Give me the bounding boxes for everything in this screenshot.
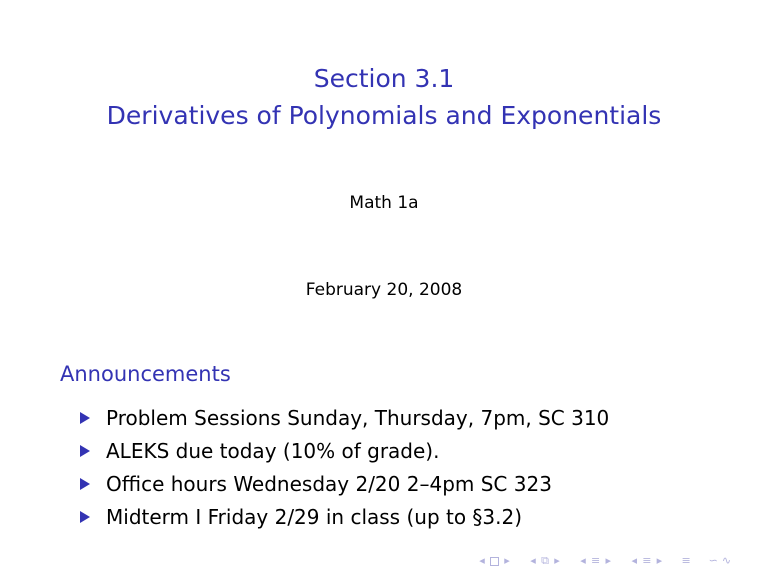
author: Math 1a bbox=[349, 193, 419, 213]
subsection-icon[interactable]: ⧉ bbox=[541, 554, 549, 567]
announcement-text: Office hours Wednesday 2/20 2–4pm SC 323 bbox=[106, 471, 552, 496]
beamer-navigation-bar bbox=[478, 552, 731, 570]
announcement-item-1 bbox=[80, 401, 609, 434]
search-icon[interactable]: ∽ bbox=[708, 554, 718, 567]
announcements-heading: Announcements bbox=[60, 362, 231, 386]
announcements-list bbox=[80, 401, 609, 533]
page-icon[interactable]: ≡ bbox=[642, 554, 652, 567]
announcement-item-4 bbox=[80, 500, 609, 533]
title-line-1: Section 3.1 bbox=[313, 64, 455, 93]
title-line-2: Derivatives of Polynomials and Exponentials bbox=[106, 101, 662, 130]
next-subsection-icon[interactable]: ▸ bbox=[554, 554, 560, 567]
announcement-text: Midterm I Friday 2/29 in class (up to §3.2) bbox=[106, 504, 523, 529]
bullet-icon bbox=[80, 478, 90, 490]
frame-icon[interactable] bbox=[490, 552, 499, 570]
prev-section-icon[interactable]: ◂ bbox=[580, 554, 586, 567]
bullet-icon bbox=[80, 445, 90, 457]
announcement-item-2 bbox=[80, 434, 609, 467]
forward-icon[interactable]: ∿ bbox=[721, 554, 732, 567]
bullet-icon bbox=[80, 511, 90, 523]
go-back-icon[interactable]: ≡ bbox=[681, 554, 691, 567]
announcement-text: Problem Sessions Sunday, Thursday, 7pm, SC 310 bbox=[106, 405, 610, 430]
announcement-item-3 bbox=[80, 467, 609, 500]
prev-subsection-icon[interactable]: ◂ bbox=[530, 554, 536, 567]
next-section-icon[interactable]: ▸ bbox=[605, 554, 611, 567]
announcement-text: ALEKS due today (10% of grade). bbox=[106, 438, 440, 463]
prev-frame-icon[interactable]: ◂ bbox=[479, 554, 485, 567]
slide-title bbox=[0, 60, 768, 134]
next-frame-icon[interactable]: ▸ bbox=[504, 554, 510, 567]
section-icon[interactable]: ≡ bbox=[591, 554, 601, 567]
next-page-icon[interactable]: ▸ bbox=[656, 554, 663, 567]
date: February 20, 2008 bbox=[305, 280, 463, 300]
bullet-icon bbox=[80, 412, 90, 424]
prev-page-icon[interactable]: ◂ bbox=[631, 554, 637, 567]
